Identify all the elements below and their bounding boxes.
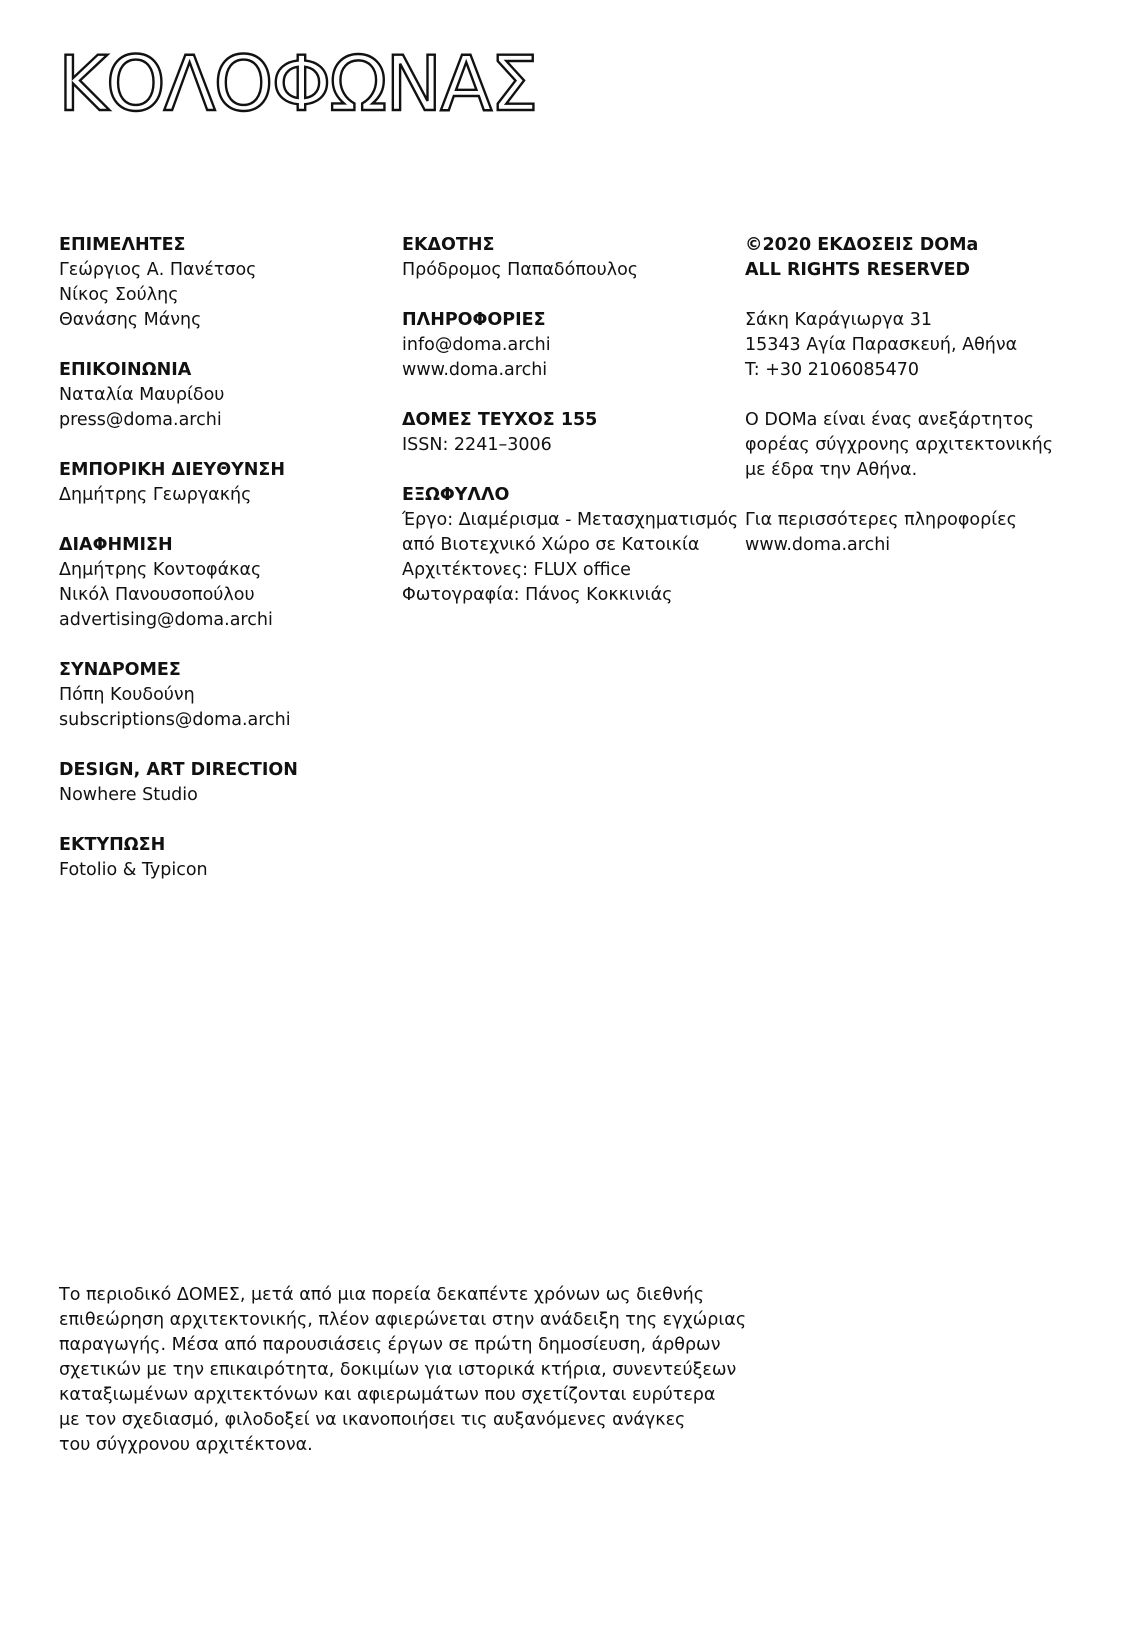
credit-line: Αρχιτέκτονες: FLUX office — [402, 560, 631, 580]
section-heading: ΕΞΩΦΥΛΛΟ — [402, 485, 510, 505]
description-line: Ο DOMa είναι ένας ανεξάρτητος — [745, 410, 1035, 430]
credit-line: Δημήτρης Κοντοφάκας — [59, 560, 262, 580]
rights-line: ALL RIGHTS RESERVED — [745, 260, 971, 280]
address-section — [745, 308, 1085, 383]
credit-line: Νικόλ Πανουσοπούλου — [59, 585, 255, 605]
about-line: σχετικών με την επικαιρότητα, δοκιμίων για ιστορικά κτήρια, συνεντεύξεων — [59, 1360, 737, 1380]
about-line: του σύγχρονου αρχιτέκτονα. — [59, 1435, 313, 1455]
more-info-section — [745, 508, 1085, 558]
design-section — [59, 758, 379, 808]
about-line: Το περιοδικό ΔΟΜΕΣ, μετά από μια πορεία δεκαπέντε χρόνων ως διεθνής — [59, 1285, 704, 1305]
editors-section — [59, 233, 379, 333]
credit-line: Πρόδρομος Παπαδόπουλος — [402, 260, 639, 280]
commercial-direction-section — [59, 458, 379, 508]
email-link[interactable]: subscriptions@doma.archi — [59, 710, 291, 730]
copyright-section — [745, 233, 1085, 283]
about-line: καταξιωμένων αρχιτεκτόνων και αφιερωμάτων που σχετίζονται ευρύτερα — [59, 1385, 716, 1405]
credit-line: Πόπη Κουδούνη — [59, 685, 195, 705]
issue-section — [402, 408, 732, 458]
about-line: παραγωγής. Μέσα από παρουσιάσεις έργων σε πρώτη δημοσίευση, άρθρων — [59, 1335, 721, 1355]
about-paragraph — [59, 1283, 747, 1458]
section-heading: ΔΟΜΕΣ ΤΕΥΧΟΣ 155 — [402, 410, 598, 430]
credit-line: από Βιοτεχνικό Χώρο σε Κατοικία — [402, 535, 700, 555]
credits-column-1 — [59, 233, 379, 908]
about-line: με τον σχεδιασμό, φιλοδοξεί να ικανοποιήσει τις αυξανόμενες ανάγκες — [59, 1410, 686, 1430]
email-link[interactable]: advertising@doma.archi — [59, 610, 273, 630]
email-link[interactable]: info@doma.archi — [402, 335, 551, 355]
address-line: Σάκη Καράγιωργα 31 — [745, 310, 932, 330]
section-heading: ΣΥΝΔΡΟΜΕΣ — [59, 660, 181, 680]
phone-line: T: +30 2106085470 — [745, 360, 920, 380]
printing-section — [59, 833, 379, 883]
credit-line: Ναταλία Μαυρίδου — [59, 385, 225, 405]
page-title: ΚΟΛΟΦΩΝΑΣ — [58, 39, 537, 128]
cover-section — [402, 483, 739, 608]
section-heading: ΠΛΗΡΟΦΟΡΙΕΣ — [402, 310, 546, 330]
description-line: φορέας σύγχρονης αρχιτεκτονικής — [745, 435, 1053, 455]
website-link[interactable]: www.doma.archi — [745, 535, 891, 555]
advertising-section — [59, 533, 379, 633]
credit-line: Έργο: Διαμέρισμα - Μετασχηματισμός — [402, 510, 739, 530]
section-heading: ΕΚΤΥΠΩΣΗ — [59, 835, 166, 855]
section-heading: ΕΠΙΜΕΛΗΤΕΣ — [59, 235, 186, 255]
copyright-line: ©2020 ΕΚΔΟΣΕΙΣ DOMa — [745, 235, 979, 255]
credit-line: Δημήτρης Γεωργακής — [59, 485, 252, 505]
credit-line: Θανάσης Μάνης — [59, 310, 202, 330]
credit-line: Fotolio & Typicon — [59, 860, 208, 880]
section-heading: ΕΚΔΟΤΗΣ — [402, 235, 495, 255]
section-heading: ΕΜΠΟΡΙΚΗ ΔΙΕΥΘΥΝΣΗ — [59, 460, 286, 480]
section-heading: DESIGN, ART DIRECTION — [59, 760, 298, 780]
website-link[interactable]: www.doma.archi — [402, 360, 548, 380]
description-section — [745, 408, 1085, 483]
credit-line: Nowhere Studio — [59, 785, 198, 805]
issn-line: ISSN: 2241–3006 — [402, 435, 552, 455]
section-heading: ΔΙΑΦΗΜΙΣΗ — [59, 535, 173, 555]
description-line: με έδρα την Αθήνα. — [745, 460, 918, 480]
communication-section — [59, 358, 379, 433]
address-line: 15343 Αγία Παρασκευή, Αθήνα — [745, 335, 1018, 355]
email-link[interactable]: press@doma.archi — [59, 410, 222, 430]
credits-column-3 — [745, 233, 1085, 583]
credit-line: Φωτογραφία: Πάνος Κοκκινιάς — [402, 585, 673, 605]
credit-line: Νίκος Σούλης — [59, 285, 179, 305]
credits-column-2 — [402, 233, 739, 633]
publisher-section — [402, 233, 732, 283]
subscriptions-section — [59, 658, 379, 733]
section-heading: ΕΠΙΚΟΙΝΩΝΙΑ — [59, 360, 192, 380]
more-info-line: Για περισσότερες πληροφορίες — [745, 510, 1017, 530]
information-section — [402, 308, 732, 383]
credit-line: Γεώργιος Α. Πανέτσος — [59, 260, 257, 280]
about-line: επιθεώρηση αρχιτεκτονικής, πλέον αφιερώνεται στην ανάδειξη της εγχώριας — [59, 1310, 747, 1330]
